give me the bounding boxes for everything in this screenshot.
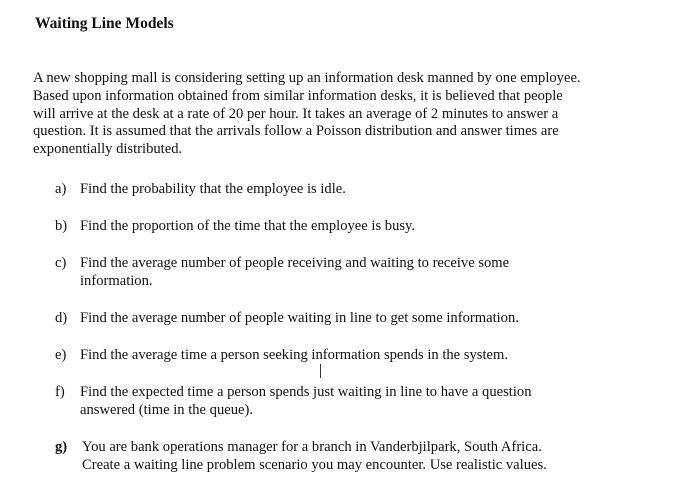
question-text [80, 347, 665, 365]
intro-line: will arrive at the desk at a rate of 20 per hour. It takes an average of 2 minutes to answer a [33, 105, 559, 122]
question-line: Find the expected time a person spends just waiting in line to have a question [80, 384, 532, 400]
intro-paragraph [33, 70, 653, 159]
question-letter: e) [55, 347, 67, 363]
intro-line: question. It is assumed that the arrivals follow a Poisson distribution and answer times are [33, 123, 559, 140]
intro-line: Based upon information obtained from similar information desks, it is believed that people [33, 87, 563, 104]
document-title: Waiting Line Models [35, 15, 174, 32]
question-letter: g) [55, 439, 68, 455]
question-text [80, 255, 665, 291]
intro-line: exponentially distributed. [33, 141, 183, 158]
intro-line: A new shopping mall is considering setting up an information desk manned by one employee. [33, 70, 581, 86]
question-letter: c) [55, 255, 67, 271]
question-letter: f) [55, 384, 65, 400]
question-line: You are bank operations manager for a branch in Vanderbjilpark, South Africa. [82, 439, 542, 455]
question-text [82, 439, 667, 475]
question-text [80, 384, 665, 420]
question-text [80, 181, 665, 199]
text-cursor [320, 364, 321, 378]
question-line: Find the average number of people waiting in line to get some information. [80, 310, 519, 326]
question-line: Create a waiting line problem scenario you may encounter. Use realistic values. [82, 456, 547, 473]
question-line: Find the average time a person seeking information spends in the system. [80, 347, 508, 363]
question-line: Find the average number of people receiving and waiting to receive some [80, 255, 510, 271]
question-letter: d) [55, 310, 68, 326]
question-text [80, 310, 665, 328]
question-letter: b) [55, 218, 68, 234]
question-line: answered (time in the queue). [80, 401, 254, 418]
question-line: information. [80, 272, 153, 289]
question-line: Find the proportion of the time that the employee is busy. [80, 218, 416, 234]
question-text [80, 218, 665, 236]
question-letter: a) [55, 181, 67, 197]
question-line: Find the probability that the employee is idle. [80, 181, 346, 197]
